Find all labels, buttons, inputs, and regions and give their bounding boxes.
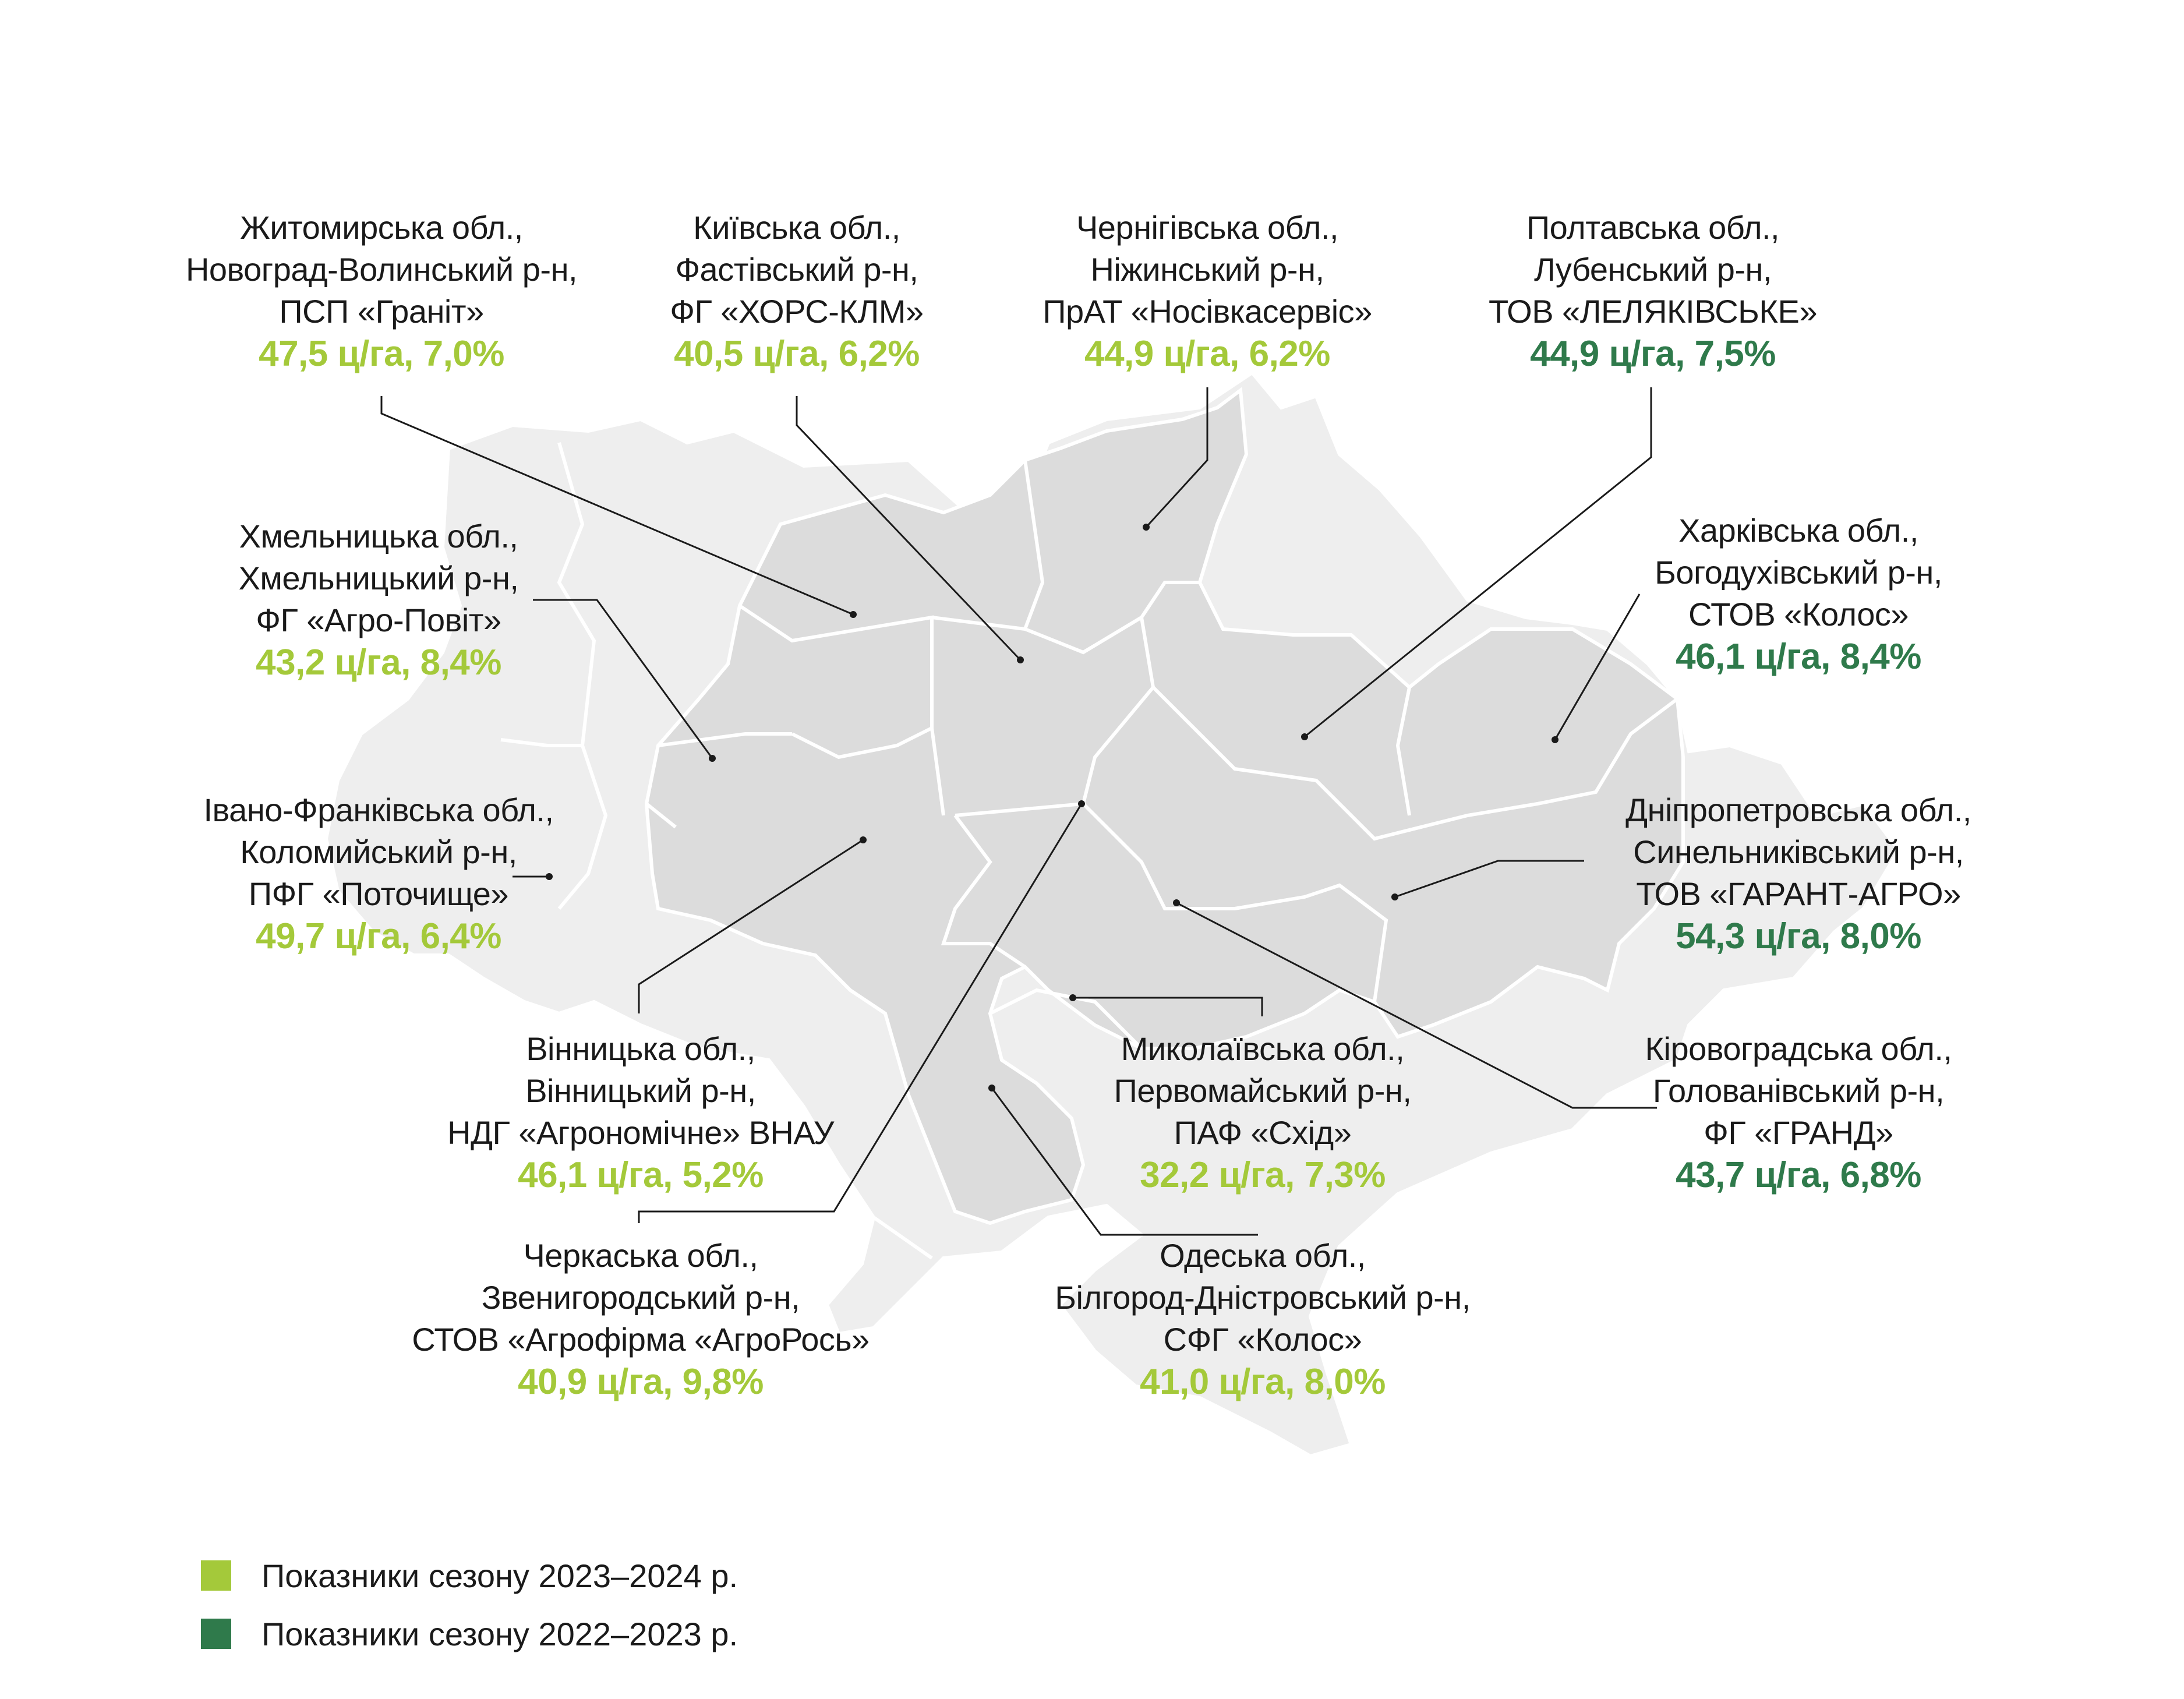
callout-khmelnytskyi (116, 515, 641, 684)
legend-swatch-current (201, 1560, 231, 1591)
legend-swatch-previous (201, 1619, 231, 1649)
marker-chernihiv (1143, 524, 1150, 531)
callout-poltava (1391, 207, 1915, 376)
callout-odesa (1001, 1235, 1525, 1404)
marker-khmelnytskyi (709, 755, 716, 762)
callout-ivano (116, 789, 641, 958)
farm-name: СТОВ «Агрофірма «АгроРось» (412, 1321, 870, 1358)
district-name: Білгород-Дністровський р-н, (1055, 1279, 1471, 1316)
farm-name: ПАФ «Схід» (1174, 1114, 1352, 1151)
legend-item-previous (201, 1605, 738, 1663)
marker-cherkasy (1078, 800, 1085, 807)
district-name: Богодухівський р-н, (1655, 554, 1942, 591)
district-name: Звенигородський р-н, (481, 1279, 800, 1316)
farm-name: ФГ «ХОРС-КЛМ» (670, 293, 924, 330)
callout-dnipro (1536, 789, 2061, 958)
region-name: Чернігівська обл., (1076, 209, 1339, 246)
yield-value: 46,1 ц/га, 8,4% (1676, 637, 1921, 677)
region-name: Одеська обл., (1160, 1237, 1366, 1274)
district-name: Голованівський р-н, (1652, 1072, 1945, 1109)
callout-mykolaiv (1001, 1028, 1525, 1197)
region-name: Дніпропетровська обл., (1625, 792, 1971, 828)
marker-dnipro (1391, 893, 1398, 900)
yield-value: 41,0 ц/га, 8,0% (1140, 1362, 1386, 1402)
marker-odesa (988, 1085, 995, 1092)
district-name: Хмельницький р-н, (238, 560, 519, 596)
marker-poltava (1301, 733, 1308, 740)
region-name: Житомирська обл., (240, 209, 523, 246)
yield-value: 40,9 ц/га, 9,8% (518, 1362, 764, 1402)
callout-cherkasy (379, 1235, 903, 1404)
region-name: Черкаська обл., (523, 1237, 758, 1274)
yield-value: 44,9 ц/га, 7,5% (1530, 334, 1776, 374)
marker-kirovohrad (1173, 899, 1180, 906)
legend (201, 1546, 738, 1663)
farm-name: ПФГ «Поточище» (248, 875, 509, 912)
yield-value: 49,7 ц/га, 6,4% (256, 916, 501, 956)
district-name: Первомайський р-н, (1114, 1072, 1412, 1109)
marker-kharkiv (1552, 736, 1559, 743)
district-name: Вінницький р-н, (525, 1072, 756, 1109)
district-name: Новоград-Волинський р-н, (185, 251, 578, 288)
farm-name: НДГ «Агрономічне» ВНАУ (447, 1114, 834, 1151)
district-name: Лубенський р-н, (1533, 251, 1772, 288)
district-name: Синельниківський р-н, (1633, 833, 1964, 870)
callout-vinnytsia (379, 1028, 903, 1197)
region-name: Вінницька обл., (526, 1030, 755, 1067)
marker-mykolaiv (1069, 994, 1076, 1001)
region-name: Харківська обл., (1678, 512, 1918, 549)
callout-kirovohrad (1536, 1028, 2061, 1197)
yield-value: 40,5 ц/га, 6,2% (674, 334, 920, 374)
marker-kyiv (1017, 656, 1024, 663)
farm-name: ФГ «ГРАНД» (1704, 1114, 1893, 1151)
farm-name: СТОВ «Колос» (1688, 596, 1909, 633)
farm-name: ПрАТ «Носівкасервіс» (1042, 293, 1372, 330)
region-name: Полтавська обл., (1526, 209, 1780, 246)
yield-value: 54,3 ц/га, 8,0% (1676, 916, 1921, 956)
region-name: Кіровоградська обл., (1645, 1030, 1952, 1067)
region-name: Миколаївська обл., (1121, 1030, 1405, 1067)
yield-value: 47,5 ц/га, 7,0% (259, 334, 504, 374)
district-name: Коломийський р-н, (240, 833, 517, 870)
marker-zhytomyr (850, 611, 857, 618)
legend-item-current (201, 1546, 738, 1605)
callout-kharkiv (1536, 510, 2061, 679)
farm-name: ТОВ «ГАРАНТ-АГРО» (1636, 875, 1961, 912)
yield-value: 44,9 ц/га, 6,2% (1084, 334, 1330, 374)
farm-name: ПСП «Граніт» (279, 293, 484, 330)
region-name: Київська обл., (693, 209, 900, 246)
legend-label-previous: Показники сезону 2022–2023 р. (261, 1615, 738, 1652)
yield-value: 46,1 ц/га, 5,2% (518, 1155, 764, 1195)
yield-value: 32,2 ц/га, 7,3% (1140, 1155, 1386, 1195)
yield-value: 43,7 ц/га, 6,8% (1676, 1155, 1921, 1195)
farm-name: СФГ «Колос» (1163, 1321, 1362, 1358)
region-name: Хмельницька обл., (239, 518, 518, 554)
yield-value: 43,2 ц/га, 8,4% (256, 642, 501, 683)
region-name: Івано-Франківська обл., (203, 792, 554, 828)
district-name: Ніжинський р-н, (1090, 251, 1324, 288)
farm-name: ТОВ «ЛЕЛЯКІВСЬКЕ» (1488, 293, 1818, 330)
marker-vinnytsia (860, 836, 867, 843)
legend-label-current: Показники сезону 2023–2024 р. (261, 1557, 738, 1594)
district-name: Фастівський р-н, (675, 251, 918, 288)
farm-name: ФГ «Агро-Повіт» (256, 602, 501, 638)
